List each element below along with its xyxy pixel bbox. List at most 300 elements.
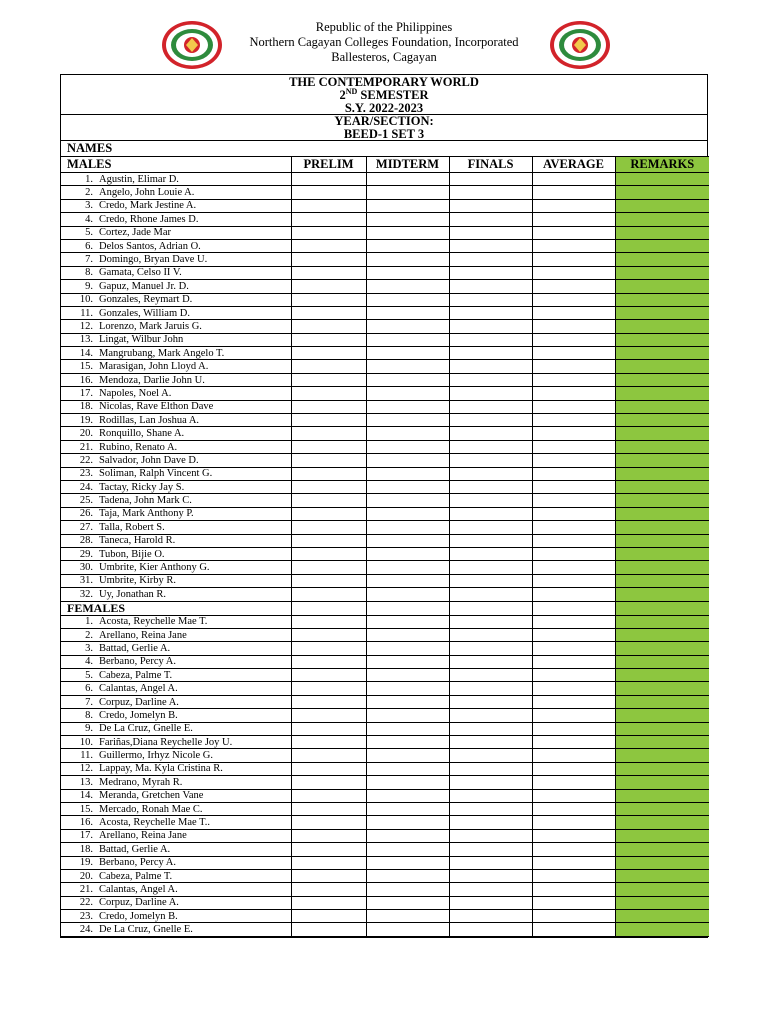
average-cell[interactable] (532, 816, 615, 829)
midterm-cell[interactable] (366, 843, 449, 856)
prelim-cell[interactable] (291, 480, 366, 493)
midterm-cell[interactable] (366, 682, 449, 695)
midterm-cell[interactable] (366, 360, 449, 373)
midterm-cell[interactable] (366, 547, 449, 560)
average-cell[interactable] (532, 642, 615, 655)
remarks-cell[interactable] (615, 333, 709, 346)
prelim-cell[interactable] (291, 454, 366, 467)
remarks-cell[interactable] (615, 722, 709, 735)
finals-cell[interactable] (449, 347, 532, 360)
finals-cell[interactable] (449, 910, 532, 923)
midterm-cell[interactable] (366, 896, 449, 909)
finals-cell[interactable] (449, 266, 532, 279)
midterm-cell[interactable] (366, 776, 449, 789)
finals-cell[interactable] (449, 507, 532, 520)
finals-cell[interactable] (449, 669, 532, 682)
midterm-cell[interactable] (366, 494, 449, 507)
midterm-cell[interactable] (366, 414, 449, 427)
finals-cell[interactable] (449, 427, 532, 440)
prelim-cell[interactable] (291, 762, 366, 775)
prelim-cell[interactable] (291, 280, 366, 293)
average-cell[interactable] (532, 360, 615, 373)
average-cell[interactable] (532, 320, 615, 333)
average-cell[interactable] (532, 762, 615, 775)
average-cell[interactable] (532, 547, 615, 560)
finals-cell[interactable] (449, 293, 532, 306)
prelim-cell[interactable] (291, 521, 366, 534)
remarks-cell[interactable] (615, 843, 709, 856)
finals-cell[interactable] (449, 440, 532, 453)
finals-cell[interactable] (449, 762, 532, 775)
average-cell[interactable] (532, 306, 615, 319)
midterm-cell[interactable] (366, 669, 449, 682)
midterm-cell[interactable] (366, 427, 449, 440)
remarks-cell[interactable] (615, 293, 709, 306)
midterm-cell[interactable] (366, 695, 449, 708)
average-cell[interactable] (532, 588, 615, 601)
prelim-cell[interactable] (291, 655, 366, 668)
prelim-cell[interactable] (291, 642, 366, 655)
midterm-cell[interactable] (366, 507, 449, 520)
remarks-cell[interactable] (615, 360, 709, 373)
remarks-cell[interactable] (615, 173, 709, 186)
average-cell[interactable] (532, 883, 615, 896)
student-name: Tubon, Bijie O. (99, 548, 165, 560)
midterm-cell[interactable] (366, 816, 449, 829)
prelim-cell[interactable] (291, 239, 366, 252)
prelim-cell[interactable] (291, 628, 366, 641)
finals-cell[interactable] (449, 829, 532, 842)
midterm-cell[interactable] (366, 923, 449, 936)
finals-cell[interactable] (449, 789, 532, 802)
remarks-cell[interactable] (615, 561, 709, 574)
average-cell[interactable] (532, 213, 615, 226)
prelim-cell[interactable] (291, 829, 366, 842)
average-cell[interactable] (532, 736, 615, 749)
average-cell[interactable] (532, 280, 615, 293)
finals-cell[interactable] (449, 695, 532, 708)
remarks-cell[interactable] (615, 695, 709, 708)
remarks-cell[interactable] (615, 347, 709, 360)
remarks-cell[interactable] (615, 655, 709, 668)
midterm-cell[interactable] (366, 213, 449, 226)
average-cell[interactable] (532, 601, 615, 615)
prelim-cell[interactable] (291, 173, 366, 186)
midterm-cell[interactable] (366, 655, 449, 668)
finals-cell[interactable] (449, 574, 532, 587)
remarks-cell[interactable] (615, 762, 709, 775)
remarks-cell[interactable] (615, 480, 709, 493)
average-cell[interactable] (532, 373, 615, 386)
average-cell[interactable] (532, 454, 615, 467)
finals-cell[interactable] (449, 280, 532, 293)
midterm-cell[interactable] (366, 306, 449, 319)
finals-cell[interactable] (449, 373, 532, 386)
finals-cell[interactable] (449, 400, 532, 413)
prelim-cell[interactable] (291, 923, 366, 936)
average-cell[interactable] (532, 414, 615, 427)
midterm-cell[interactable] (366, 400, 449, 413)
prelim-cell[interactable] (291, 494, 366, 507)
average-cell[interactable] (532, 347, 615, 360)
average-cell[interactable] (532, 467, 615, 480)
average-cell[interactable] (532, 480, 615, 493)
midterm-cell[interactable] (366, 467, 449, 480)
average-cell[interactable] (532, 440, 615, 453)
midterm-cell[interactable] (366, 280, 449, 293)
finals-cell[interactable] (449, 173, 532, 186)
remarks-cell[interactable] (615, 588, 709, 601)
midterm-cell[interactable] (366, 749, 449, 762)
prelim-cell[interactable] (291, 400, 366, 413)
average-cell[interactable] (532, 709, 615, 722)
remarks-cell[interactable] (615, 829, 709, 842)
midterm-cell[interactable] (366, 534, 449, 547)
midterm-cell[interactable] (366, 856, 449, 869)
finals-cell[interactable] (449, 239, 532, 252)
remarks-cell[interactable] (615, 816, 709, 829)
average-cell[interactable] (532, 253, 615, 266)
finals-cell[interactable] (449, 843, 532, 856)
prelim-cell[interactable] (291, 306, 366, 319)
prelim-cell[interactable] (291, 213, 366, 226)
prelim-cell[interactable] (291, 320, 366, 333)
midterm-cell[interactable] (366, 736, 449, 749)
midterm-cell[interactable] (366, 199, 449, 212)
prelim-cell[interactable] (291, 856, 366, 869)
average-cell[interactable] (532, 843, 615, 856)
average-cell[interactable] (532, 628, 615, 641)
table-row (61, 253, 709, 266)
midterm-cell[interactable] (366, 320, 449, 333)
midterm-cell[interactable] (366, 373, 449, 386)
remarks-cell[interactable] (615, 373, 709, 386)
remarks-cell[interactable] (615, 239, 709, 252)
remarks-cell[interactable] (615, 789, 709, 802)
prelim-cell[interactable] (291, 722, 366, 735)
finals-cell[interactable] (449, 802, 532, 815)
remarks-cell[interactable] (615, 280, 709, 293)
midterm-cell[interactable] (366, 226, 449, 239)
finals-cell[interactable] (449, 776, 532, 789)
finals-cell[interactable] (449, 306, 532, 319)
prelim-cell[interactable] (291, 709, 366, 722)
prelim-cell[interactable] (291, 749, 366, 762)
prelim-cell[interactable] (291, 547, 366, 560)
average-cell[interactable] (532, 615, 615, 628)
average-cell[interactable] (532, 561, 615, 574)
prelim-cell[interactable] (291, 333, 366, 346)
row-number: 9. (85, 280, 93, 292)
average-cell[interactable] (532, 427, 615, 440)
remarks-cell[interactable] (615, 400, 709, 413)
table-row (61, 789, 709, 802)
finals-cell[interactable] (449, 896, 532, 909)
midterm-cell[interactable] (366, 883, 449, 896)
average-cell[interactable] (532, 333, 615, 346)
finals-cell[interactable] (449, 722, 532, 735)
midterm-cell[interactable] (366, 588, 449, 601)
average-cell[interactable] (532, 749, 615, 762)
table-row (61, 427, 709, 440)
average-cell[interactable] (532, 239, 615, 252)
finals-cell[interactable] (449, 856, 532, 869)
remarks-cell[interactable] (615, 467, 709, 480)
prelim-cell[interactable] (291, 615, 366, 628)
prelim-cell[interactable] (291, 467, 366, 480)
remarks-cell[interactable] (615, 642, 709, 655)
midterm-cell[interactable] (366, 561, 449, 574)
remarks-cell[interactable] (615, 306, 709, 319)
remarks-cell[interactable] (615, 896, 709, 909)
finals-cell[interactable] (449, 467, 532, 480)
finals-cell[interactable] (449, 642, 532, 655)
midterm-cell[interactable] (366, 253, 449, 266)
prelim-cell[interactable] (291, 427, 366, 440)
remarks-cell[interactable] (615, 226, 709, 239)
finals-cell[interactable] (449, 561, 532, 574)
finals-cell[interactable] (449, 494, 532, 507)
midterm-cell[interactable] (366, 387, 449, 400)
finals-cell[interactable] (449, 521, 532, 534)
average-cell[interactable] (532, 923, 615, 936)
finals-cell[interactable] (449, 226, 532, 239)
average-cell[interactable] (532, 186, 615, 199)
remarks-cell[interactable] (615, 507, 709, 520)
prelim-cell[interactable] (291, 507, 366, 520)
midterm-cell[interactable] (366, 615, 449, 628)
average-cell[interactable] (532, 910, 615, 923)
midterm-cell[interactable] (366, 440, 449, 453)
table-row (61, 669, 709, 682)
remarks-cell[interactable] (615, 910, 709, 923)
midterm-cell[interactable] (366, 186, 449, 199)
prelim-cell[interactable] (291, 736, 366, 749)
average-cell[interactable] (532, 266, 615, 279)
remarks-cell[interactable] (615, 736, 709, 749)
prelim-cell[interactable] (291, 561, 366, 574)
midterm-cell[interactable] (366, 802, 449, 815)
remarks-cell[interactable] (615, 923, 709, 936)
student-name: Talla, Robert S. (99, 521, 165, 533)
midterm-cell[interactable] (366, 789, 449, 802)
average-cell[interactable] (532, 574, 615, 587)
finals-cell[interactable] (449, 923, 532, 936)
average-cell[interactable] (532, 494, 615, 507)
remarks-cell[interactable] (615, 213, 709, 226)
prelim-cell[interactable] (291, 414, 366, 427)
finals-cell[interactable] (449, 682, 532, 695)
remarks-cell[interactable] (615, 521, 709, 534)
finals-cell[interactable] (449, 628, 532, 641)
prelim-cell[interactable] (291, 910, 366, 923)
midterm-cell[interactable] (366, 628, 449, 641)
average-cell[interactable] (532, 776, 615, 789)
prelim-header: PRELIM (291, 157, 366, 173)
prelim-cell[interactable] (291, 347, 366, 360)
finals-cell[interactable] (449, 869, 532, 882)
prelim-cell[interactable] (291, 373, 366, 386)
finals-cell[interactable] (449, 547, 532, 560)
remarks-cell[interactable] (615, 615, 709, 628)
remarks-cell[interactable] (615, 199, 709, 212)
average-cell[interactable] (532, 695, 615, 708)
midterm-cell[interactable] (366, 173, 449, 186)
average-cell[interactable] (532, 655, 615, 668)
average-cell[interactable] (532, 856, 615, 869)
prelim-cell[interactable] (291, 682, 366, 695)
midterm-cell[interactable] (366, 642, 449, 655)
table-row (61, 494, 709, 507)
remarks-cell[interactable] (615, 534, 709, 547)
average-cell[interactable] (532, 534, 615, 547)
remarks-cell[interactable] (615, 427, 709, 440)
average-cell[interactable] (532, 669, 615, 682)
remarks-cell[interactable] (615, 266, 709, 279)
prelim-cell[interactable] (291, 574, 366, 587)
prelim-cell[interactable] (291, 669, 366, 682)
student-name: Taneca, Harold R. (99, 535, 176, 547)
average-cell[interactable] (532, 829, 615, 842)
table-row (61, 173, 709, 186)
remarks-cell[interactable] (615, 454, 709, 467)
remarks-cell[interactable] (615, 628, 709, 641)
remarks-cell[interactable] (615, 547, 709, 560)
average-cell[interactable] (532, 173, 615, 186)
prelim-cell[interactable] (291, 843, 366, 856)
prelim-cell[interactable] (291, 293, 366, 306)
remarks-cell[interactable] (615, 414, 709, 427)
prelim-cell[interactable] (291, 588, 366, 601)
midterm-cell[interactable] (366, 709, 449, 722)
prelim-cell[interactable] (291, 199, 366, 212)
prelim-cell[interactable] (291, 869, 366, 882)
finals-cell[interactable] (449, 360, 532, 373)
midterm-cell[interactable] (366, 454, 449, 467)
prelim-cell[interactable] (291, 186, 366, 199)
table-row (61, 320, 709, 333)
remarks-cell[interactable] (615, 601, 709, 615)
finals-cell[interactable] (449, 454, 532, 467)
average-cell[interactable] (532, 507, 615, 520)
average-cell[interactable] (532, 896, 615, 909)
average-cell[interactable] (532, 387, 615, 400)
midterm-cell[interactable] (366, 239, 449, 252)
average-cell[interactable] (532, 226, 615, 239)
prelim-cell[interactable] (291, 266, 366, 279)
midterm-cell[interactable] (366, 521, 449, 534)
remarks-cell[interactable] (615, 574, 709, 587)
midterm-cell[interactable] (366, 333, 449, 346)
prelim-cell[interactable] (291, 776, 366, 789)
finals-cell[interactable] (449, 736, 532, 749)
finals-cell[interactable] (449, 333, 532, 346)
remarks-cell[interactable] (615, 253, 709, 266)
prelim-cell[interactable] (291, 789, 366, 802)
prelim-cell[interactable] (291, 601, 366, 615)
prelim-cell[interactable] (291, 387, 366, 400)
average-cell[interactable] (532, 802, 615, 815)
remarks-cell[interactable] (615, 186, 709, 199)
midterm-cell[interactable] (366, 480, 449, 493)
prelim-cell[interactable] (291, 802, 366, 815)
finals-cell[interactable] (449, 655, 532, 668)
average-cell[interactable] (532, 293, 615, 306)
finals-cell[interactable] (449, 213, 532, 226)
remarks-cell[interactable] (615, 749, 709, 762)
average-cell[interactable] (532, 722, 615, 735)
average-cell[interactable] (532, 869, 615, 882)
remarks-cell[interactable] (615, 682, 709, 695)
midterm-cell[interactable] (366, 829, 449, 842)
remarks-cell[interactable] (615, 776, 709, 789)
finals-cell[interactable] (449, 186, 532, 199)
midterm-cell[interactable] (366, 910, 449, 923)
remarks-cell[interactable] (615, 869, 709, 882)
prelim-cell[interactable] (291, 816, 366, 829)
prelim-cell[interactable] (291, 695, 366, 708)
finals-cell[interactable] (449, 480, 532, 493)
finals-cell[interactable] (449, 253, 532, 266)
average-cell[interactable] (532, 521, 615, 534)
average-cell[interactable] (532, 199, 615, 212)
student-name-cell (61, 320, 291, 333)
remarks-cell[interactable] (615, 440, 709, 453)
finals-cell[interactable] (449, 749, 532, 762)
midterm-cell[interactable] (366, 266, 449, 279)
remarks-cell[interactable] (615, 883, 709, 896)
finals-cell[interactable] (449, 709, 532, 722)
finals-cell[interactable] (449, 414, 532, 427)
prelim-cell[interactable] (291, 440, 366, 453)
finals-cell[interactable] (449, 883, 532, 896)
finals-cell[interactable] (449, 816, 532, 829)
finals-cell[interactable] (449, 387, 532, 400)
prelim-cell[interactable] (291, 883, 366, 896)
row-number: 6. (85, 240, 93, 252)
midterm-cell[interactable] (366, 601, 449, 615)
midterm-cell[interactable] (366, 293, 449, 306)
finals-cell[interactable] (449, 601, 532, 615)
finals-cell[interactable] (449, 588, 532, 601)
finals-cell[interactable] (449, 199, 532, 212)
remarks-cell[interactable] (615, 709, 709, 722)
average-cell[interactable] (532, 400, 615, 413)
remarks-cell[interactable] (615, 802, 709, 815)
finals-cell[interactable] (449, 320, 532, 333)
midterm-cell[interactable] (366, 722, 449, 735)
midterm-cell[interactable] (366, 762, 449, 775)
remarks-cell[interactable] (615, 320, 709, 333)
midterm-cell[interactable] (366, 347, 449, 360)
midterm-cell[interactable] (366, 574, 449, 587)
remarks-cell[interactable] (615, 669, 709, 682)
remarks-cell[interactable] (615, 494, 709, 507)
midterm-cell[interactable] (366, 869, 449, 882)
finals-cell[interactable] (449, 534, 532, 547)
finals-cell[interactable] (449, 615, 532, 628)
prelim-cell[interactable] (291, 360, 366, 373)
prelim-cell[interactable] (291, 896, 366, 909)
student-name: Fariñas,Diana Reychelle Joy U. (99, 736, 233, 748)
average-cell[interactable] (532, 682, 615, 695)
prelim-cell[interactable] (291, 253, 366, 266)
remarks-cell[interactable] (615, 856, 709, 869)
remarks-cell[interactable] (615, 387, 709, 400)
prelim-cell[interactable] (291, 534, 366, 547)
prelim-cell[interactable] (291, 226, 366, 239)
average-cell[interactable] (532, 789, 615, 802)
